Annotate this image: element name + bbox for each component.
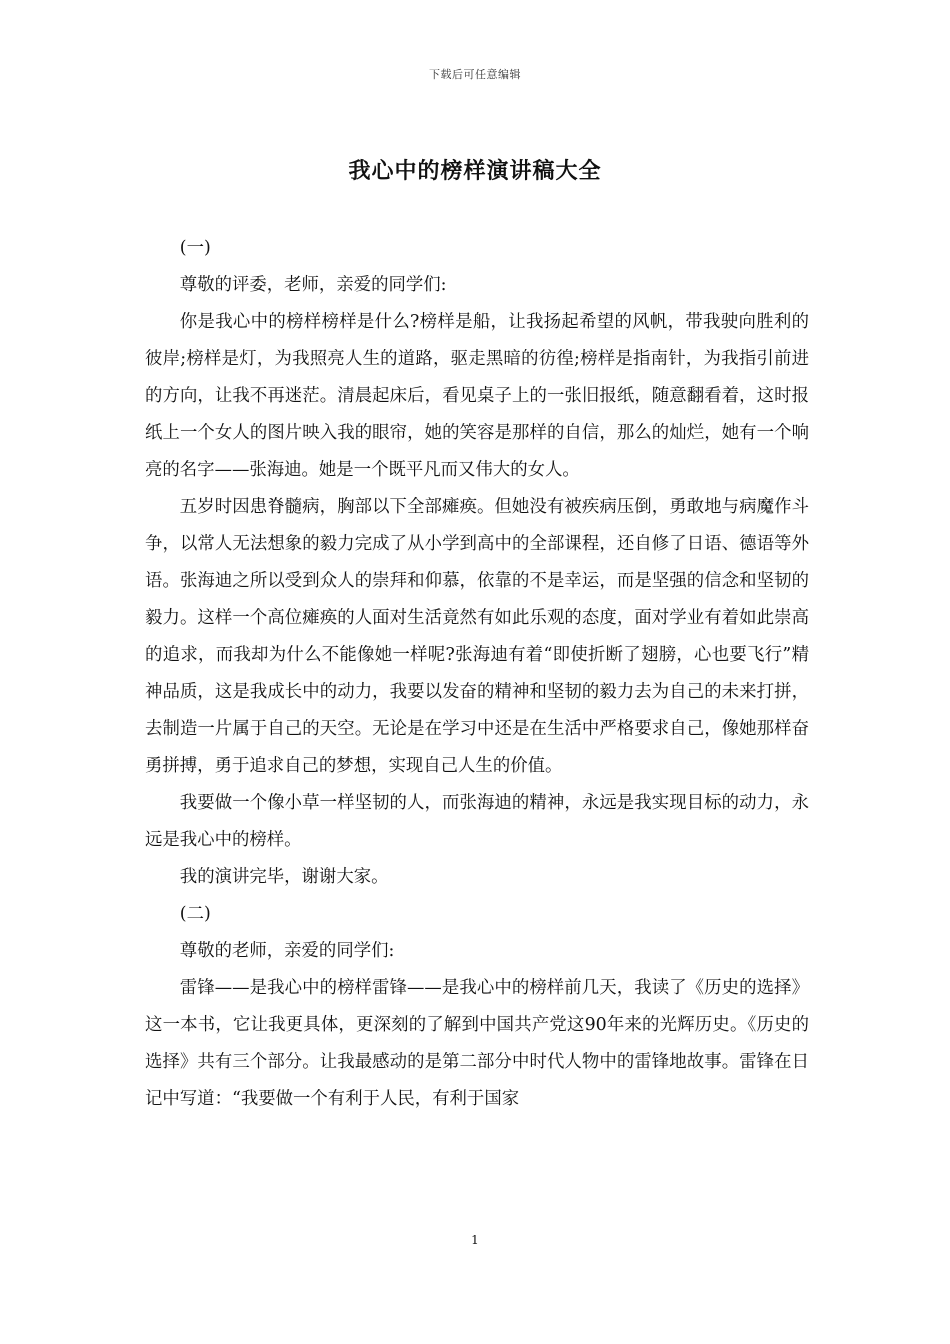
page-number: 1: [471, 1233, 479, 1247]
paragraph-section-marker-1: (一): [179, 238, 211, 258]
paragraph: 雷锋——是我心中的榜样雷锋——是我心中的榜样前几天，我读了《历史的选择》这一本书，它让我更具体，更深刻的了解到中国共产党这90年来的光辉历史。《历史的选择》共有三个部分。让我最感动的是第二部分中时代人物中的雷锋地故事。雷锋在日记中写道：“我要做一个有利于人民，有利于国家: [145, 978, 809, 1109]
paragraph: 五岁时因患脊髓病，胸部以下全部瘫痪。但她没有被疾病压倒，勇敢地与病魔作斗争，以常人无法想象的毅力完成了从小学到高中的全部课程，还自修了日语、德语等外语。张海迪之所以受到众人的崇拜和仰慕，依靠的不是幸运，而是坚强的信念和坚韧的毅力。这样一个高位瘫痪的人面对生活竟然有如此乐观的态度，面对学业有着如此崇高的追求，而我却为什么不能像她一样呢?张海迪有着“即使折断了翅膀，心也要飞行”精神品质，这是我成长中的动力，我要以发奋的精神和坚韧的毅力去为自己的未来打拼，去制造一片属于自己的天空。无论是在学习中还是在生活中严格要求自己，像她那样奋勇拼搏，勇于追求自己的梦想，实现自己人生的价值。: [145, 497, 809, 776]
document-body: [145, 230, 809, 1118]
paragraph: 你是我心中的榜样榜样是什么?榜样是船，让我扬起希望的风帆，带我驶向胜利的彼岸;榜样是灯，为我照亮人生的道路，驱走黑暗的彷徨;榜样是指南针，为我指引前进的方向，让我不再迷茫。清晨起床后，看见桌子上的一张旧报纸，随意翻看着，这时报纸上一个女人的图片映入我的眼帘，她的笑容是那样的自信，那么的灿烂，她有一个响亮的名字——张海迪。她是一个既平凡而又伟大的女人。: [145, 312, 809, 480]
document-title: 我心中的榜样演讲稿大全: [348, 159, 602, 184]
paragraph: 我要做一个像小草一样坚韧的人，而张海迪的精神，永远是我实现目标的动力，永远是我心中的榜样。: [145, 793, 809, 850]
paragraph-salutation-1: 尊敬的评委，老师，亲爱的同学们:: [179, 275, 447, 295]
paragraph-section-marker-2: (二): [179, 904, 211, 924]
paragraph-salutation-2: 尊敬的老师，亲爱的同学们:: [179, 941, 395, 961]
header-note: 下载后可任意编辑: [429, 68, 521, 81]
paragraph-closing: 我的演讲完毕，谢谢大家。: [179, 867, 389, 887]
